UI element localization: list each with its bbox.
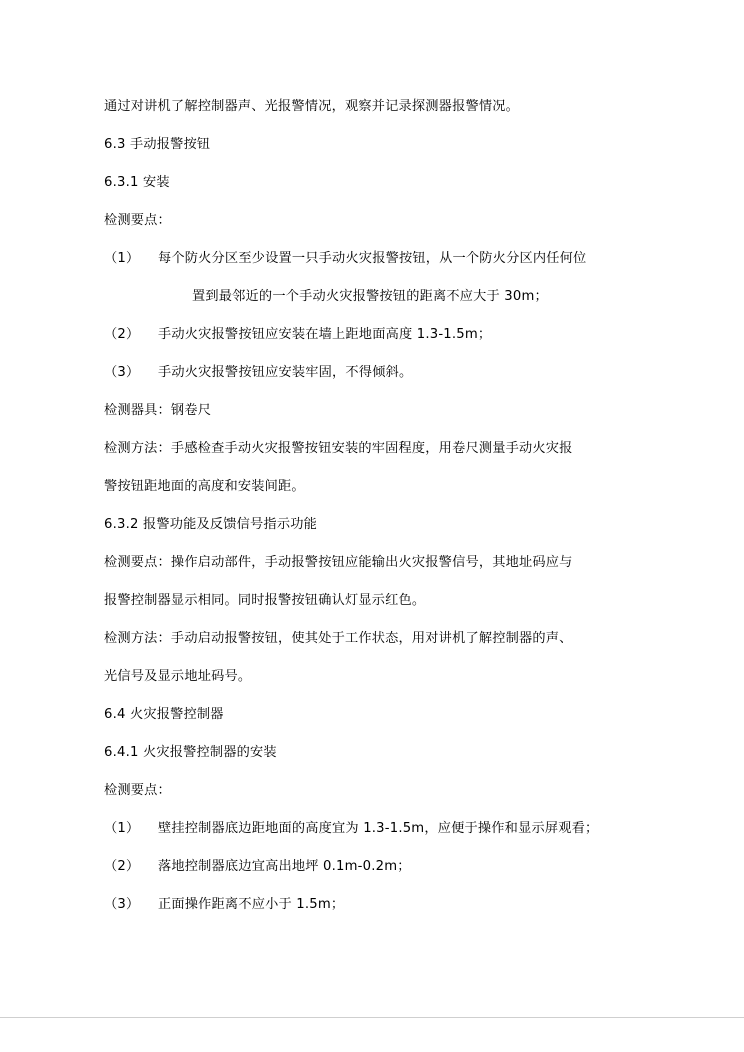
- paragraph-line-2: 警按钮距地面的高度和安装间距。: [104, 479, 305, 494]
- list-item-label: 壁挂控制器底边距地面的高度宜为 1.3-1.5m，应便于操作和显示屏观看；: [158, 821, 599, 836]
- list-item-continuation: 置到最邻近的一个手动火灾报警按钮的距离不应大于 30m；: [192, 289, 548, 304]
- paragraph-line-1: 检测方法：手感检查手动火灾报警按钮安装的牢固程度，用卷尺测量手动火灾报: [104, 441, 573, 456]
- paragraph-inspection-method-632: [104, 620, 640, 696]
- label-inspection-points-641: 检测要点：: [104, 783, 171, 798]
- list-item-label: 手动火灾报警按钮应安装在墙上距地面高度 1.3-1.5m；: [158, 327, 492, 342]
- paragraph-line-2: 光信号及显示地址码号。: [104, 669, 252, 684]
- list-item-number: （1）: [104, 251, 140, 266]
- heading-6-4-1: 6.4.1 火灾报警控制器的安装: [104, 745, 277, 760]
- paragraph-inspection-tools: 检测器具：钢卷尺: [104, 403, 212, 418]
- paragraph-line-1: 检测方法：手动启动报警按钮，使其处于工作状态，用对讲机了解控制器的声、: [104, 631, 573, 646]
- list-item-number: （3）: [104, 365, 140, 380]
- list-item-label: 正面操作距离不应小于 1.5m；: [158, 897, 345, 912]
- list-item: [104, 848, 640, 886]
- heading-6-4: 6.4 火灾报警控制器: [104, 707, 224, 722]
- list-item: [104, 886, 640, 924]
- heading-6-3-1: 6.3.1 安装: [104, 175, 170, 190]
- list-item: [104, 316, 640, 354]
- heading-6-3: 6.3 手动报警按钮: [104, 137, 211, 152]
- list-item-number: （3）: [104, 897, 140, 912]
- list-item: [104, 810, 640, 848]
- paragraph-inspection-points-632: [104, 544, 640, 620]
- document-body: [104, 88, 640, 924]
- list-item-label: 落地控制器底边宜高出地坪 0.1m-0.2m；: [158, 859, 411, 874]
- paragraph-intro: 通过对讲机了解控制器声、光报警情况，观察并记录探测器报警情况。: [104, 99, 520, 114]
- heading-6-3-2: 6.3.2 报警功能及反馈信号指示功能: [104, 517, 317, 532]
- list-item-number: （2）: [104, 327, 140, 342]
- label-inspection-points-631: 检测要点：: [104, 213, 171, 228]
- list-item-number: （2）: [104, 859, 140, 874]
- list-item-label: 手动火灾报警按钮应安装牢固，不得倾斜。: [158, 365, 413, 380]
- footer-divider: [0, 1017, 744, 1018]
- list-item: [104, 240, 640, 316]
- paragraph-line-1: 检测要点：操作启动部件，手动报警按钮应能输出火灾报警信号，其地址码应与: [104, 555, 573, 570]
- list-item-label: 每个防火分区至少设置一只手动火灾报警按钮，从一个防火分区内任何位: [158, 251, 587, 266]
- paragraph-line-2: 报警控制器显示相同。同时报警按钮确认灯显示红色。: [104, 593, 426, 608]
- paragraph-inspection-method-631: [104, 430, 640, 506]
- list-item: [104, 354, 640, 392]
- list-item-number: （1）: [104, 821, 140, 836]
